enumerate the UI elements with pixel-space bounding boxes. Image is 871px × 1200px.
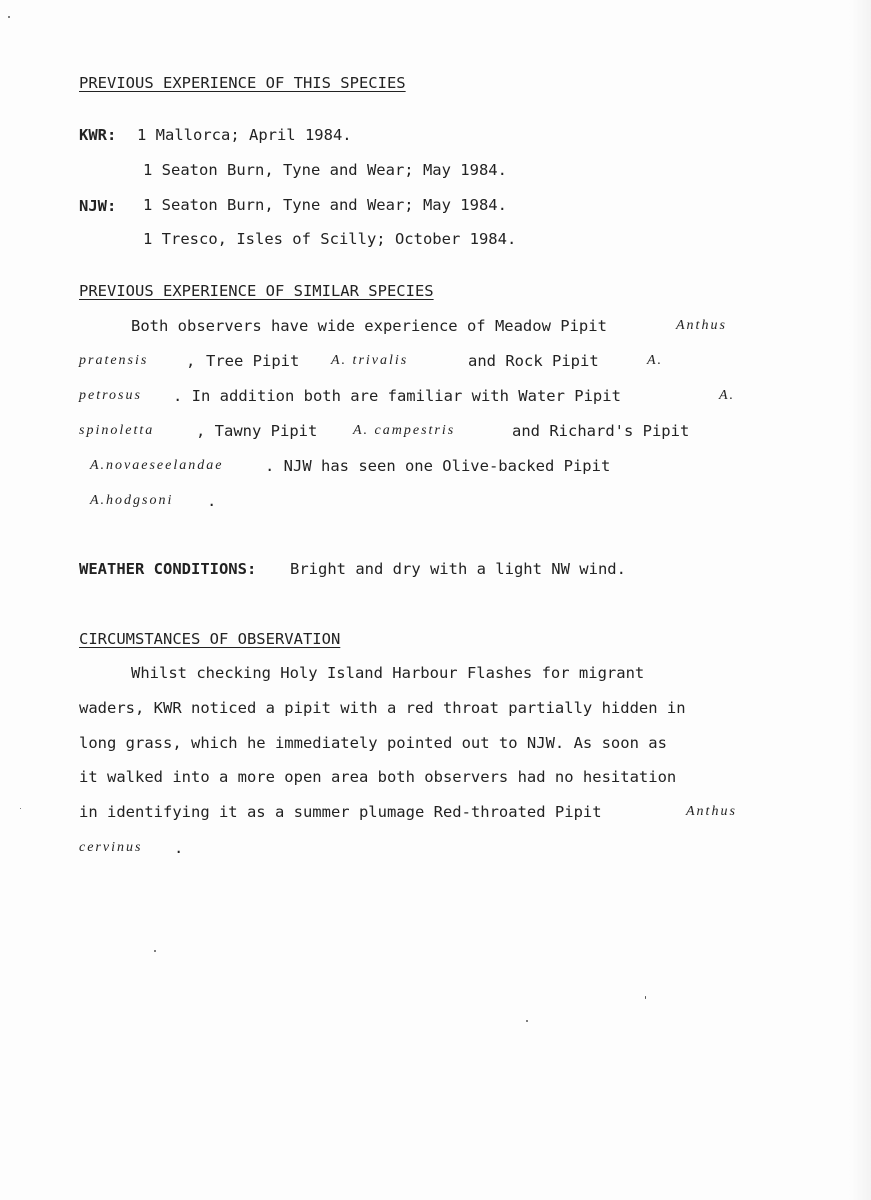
njw-record-1: 1 Seaton Burn, Tyne and Wear; May 1984.	[143, 196, 507, 214]
species-name-novaeseelandae: A.novaeseelandae	[90, 458, 224, 473]
heading-similar-species: PREVIOUS EXPERIENCE OF SIMILAR SPECIES	[79, 282, 434, 300]
period-2: .	[174, 839, 184, 857]
scan-speck	[8, 16, 10, 18]
water-pipit-text: . In addition both are familiar with Water Pipit	[173, 387, 621, 405]
species-name-spinoletta: spinoletta	[79, 423, 155, 438]
weather-label: WEATHER CONDITIONS:	[79, 560, 257, 578]
kwr-label: KWR:	[79, 126, 117, 144]
species-name-cervinus: cervinus	[79, 840, 143, 855]
tawny-pipit-text: , Tawny Pipit	[196, 422, 318, 440]
species-name-anthus: Anthus	[676, 318, 727, 333]
similar-species-line-1: Both observers have wide experience of Meadow Pipit	[131, 317, 607, 335]
circumstances-line-2: waders, KWR noticed a pipit with a red throat partially hidden in	[79, 699, 686, 717]
species-name-hodgsoni: A.hodgsoni	[90, 493, 174, 508]
species-name-a-2: A.	[719, 388, 736, 403]
weather-text: Bright and dry with a light NW wind.	[290, 560, 626, 578]
scan-speck	[645, 996, 646, 999]
species-name-a: A.	[647, 353, 664, 368]
kwr-record-1: 1 Mallorca; April 1984.	[137, 126, 352, 144]
tree-pipit-text: Tree Pipit	[206, 352, 300, 370]
circumstances-line-4: it walked into a more open area both observers had no hesitation	[79, 768, 677, 786]
circumstances-line-5: in identifying it as a summer plumage Red-throated Pipit	[79, 803, 602, 821]
page-edge-shadow	[849, 0, 871, 1200]
species-name-campestris: A. campestris	[353, 423, 456, 438]
richards-pipit-text: and Richard's Pipit	[512, 422, 690, 440]
scan-speck	[526, 1020, 528, 1022]
kwr-record-2: 1 Seaton Burn, Tyne and Wear; May 1984.	[143, 161, 507, 179]
scan-speck	[154, 950, 156, 952]
heading-circumstances: CIRCUMSTANCES OF OBSERVATION	[79, 630, 341, 648]
njw-record-2: 1 Tresco, Isles of Scilly; October 1984.	[143, 230, 517, 248]
rock-pipit-text: and Rock Pipit	[468, 352, 599, 370]
circumstances-line-1: Whilst checking Holy Island Harbour Flashes for migrant	[131, 664, 645, 682]
circumstances-line-3: long grass, which he immediately pointed out to NJW. As soon as	[79, 734, 667, 752]
species-name-petrosus: petrosus	[79, 388, 142, 403]
olive-backed-pipit-text: . NJW has seen one Olive-backed Pipit	[265, 457, 611, 475]
njw-label: NJW:	[79, 197, 117, 215]
heading-previous-experience-this-species: PREVIOUS EXPERIENCE OF THIS SPECIES	[79, 74, 406, 92]
scan-speck	[20, 808, 21, 809]
species-name-pratensis: pratensis	[79, 353, 149, 368]
species-name-trivalis: A. trivalis	[331, 353, 409, 368]
species-name-anthus-2: Anthus	[686, 804, 737, 819]
period: .	[207, 492, 217, 510]
comma: ,	[186, 352, 196, 370]
